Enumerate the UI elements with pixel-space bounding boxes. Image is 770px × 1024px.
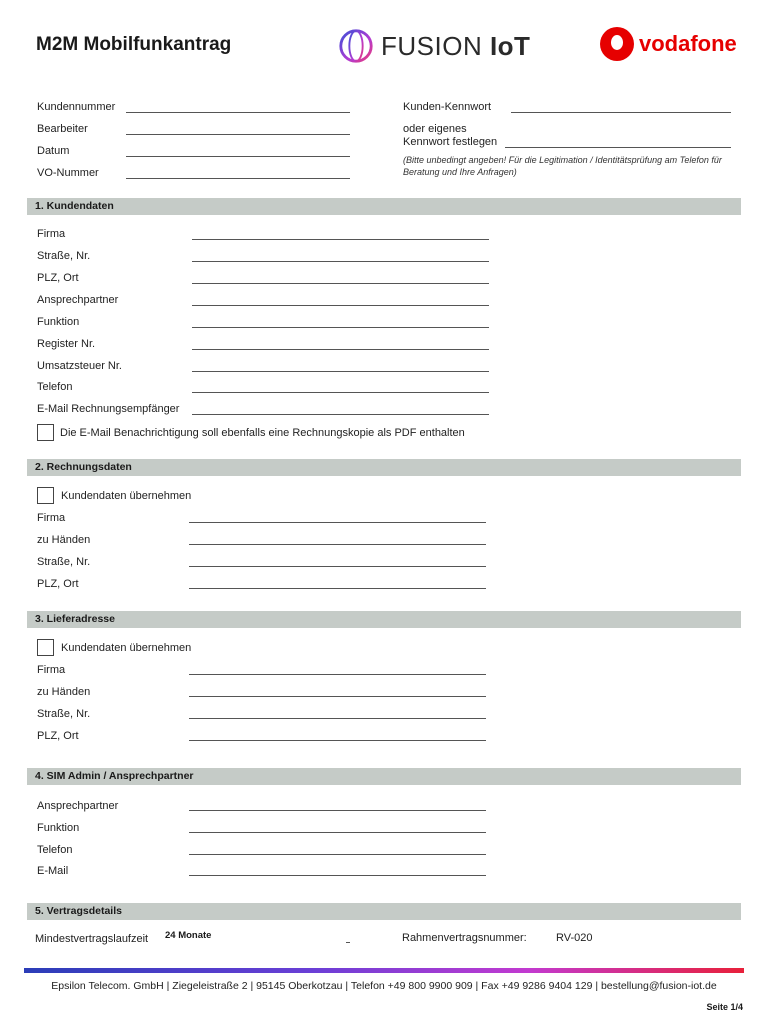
section-title: 3. Lieferadresse: [35, 613, 115, 625]
s3-haenden-field[interactable]: [189, 696, 486, 697]
s1-email-field[interactable]: [192, 414, 489, 415]
s1-register-label: Register Nr.: [37, 338, 96, 350]
rahmenvertrag-value[interactable]: RV-020: [556, 932, 593, 944]
vo-nummer-label: VO-Nummer: [37, 167, 99, 179]
s1-plz-field[interactable]: [192, 283, 489, 284]
datum-label: Datum: [37, 145, 70, 157]
s4-ansprechpartner-label: Ansprechpartner: [37, 800, 119, 812]
s4-email-label: E-Mail: [37, 865, 69, 877]
s1-ust-field[interactable]: [192, 371, 489, 372]
s3-firma-field[interactable]: [189, 674, 486, 675]
section-vertragsdetails-header: [27, 903, 741, 920]
section-lieferadresse-header: [27, 611, 741, 628]
s1-strasse-label: Straße, Nr.: [37, 250, 91, 262]
section-kundendaten-header: [27, 198, 741, 215]
fusion-iot-logo: [337, 26, 547, 66]
s1-strasse-field[interactable]: [192, 261, 489, 262]
bearbeiter-field[interactable]: [126, 134, 350, 135]
s4-telefon-label: Telefon: [37, 844, 73, 856]
s1-telefon-label: Telefon: [37, 381, 73, 393]
s4-email-field[interactable]: [189, 875, 486, 876]
pdf-copy-checkbox[interactable]: [37, 424, 54, 441]
s2-strasse-label: Straße, Nr.: [37, 556, 91, 568]
section-sim-admin-header: [27, 768, 741, 785]
section-title: 2. Rechnungsdaten: [35, 461, 132, 473]
s2-strasse-field[interactable]: [189, 566, 486, 567]
s1-register-field[interactable]: [192, 349, 489, 350]
s3-plz-label: PLZ, Ort: [37, 730, 79, 742]
pdf-copy-label: Die E-Mail Benachrichtigung soll ebenfalls eine Rechnungskopie als PDF enthalten: [60, 427, 465, 439]
s1-ust-label: Umsatzsteuer Nr.: [37, 360, 122, 372]
vodafone-logo: [600, 26, 737, 62]
mindestlaufzeit-mark: [346, 942, 350, 943]
page-number: Seite 1/4: [706, 1002, 743, 1012]
section-rechnungsdaten-header: [27, 459, 741, 476]
section-title: 1. Kundendaten: [35, 200, 114, 212]
bearbeiter-label: Bearbeiter: [37, 123, 88, 135]
iot-logo-text: IoT: [489, 30, 531, 61]
s2-plz-field[interactable]: [189, 588, 486, 589]
kennwort-note: (Bitte unbedingt angeben! Für die Legitimation / Identitätsprüfung am Telefon für Beratung und Ihre Anfragen): [403, 155, 722, 177]
s4-ansprechpartner-field[interactable]: [189, 810, 486, 811]
rahmenvertrag-label: Rahmenvertragsnummer:: [402, 932, 527, 944]
s3-haenden-label: zu Händen: [37, 686, 91, 698]
s1-funktion-field[interactable]: [192, 327, 489, 328]
s2-firma-field[interactable]: [189, 522, 486, 523]
s3-uebernehmen-label: Kundendaten übernehmen: [61, 642, 192, 654]
s2-haenden-field[interactable]: [189, 544, 486, 545]
s3-strasse-label: Straße, Nr.: [37, 708, 91, 720]
mindestlaufzeit-label: Mindestvertragslaufzeit: [35, 933, 149, 945]
s1-funktion-label: Funktion: [37, 316, 80, 328]
s1-email-label: E-Mail Rechnungsempfänger: [37, 403, 180, 415]
section-title: 5. Vertragsdetails: [35, 905, 122, 917]
s2-uebernehmen-checkbox[interactable]: [37, 487, 54, 504]
s3-uebernehmen-checkbox[interactable]: [37, 639, 54, 656]
s1-telefon-field[interactable]: [192, 392, 489, 393]
s4-funktion-field[interactable]: [189, 832, 486, 833]
footer-contact: Epsilon Telecom. GmbH | Ziegeleistraße 2 | 95145 Oberkotzau | Telefon +49 800 9900 909 | Fax +49 9286 9404 129 | bestellung@fusion-iot.de: [51, 980, 717, 992]
eigenes-kennwort-field[interactable]: [505, 147, 731, 148]
s2-firma-label: Firma: [37, 512, 66, 524]
oder-eigenes-label: oder eigenes: [403, 123, 467, 135]
s2-haenden-label: zu Händen: [37, 534, 91, 546]
s4-telefon-field[interactable]: [189, 854, 486, 855]
vodafone-speechmark-icon: [600, 27, 634, 61]
s1-ansprechpartner-label: Ansprechpartner: [37, 294, 119, 306]
kennwort-field[interactable]: [511, 112, 731, 113]
fusion-logo-text: FUSION: [381, 30, 490, 61]
globe-icon: [337, 27, 375, 65]
s4-funktion-label: Funktion: [37, 822, 80, 834]
s3-firma-label: Firma: [37, 664, 66, 676]
s2-plz-label: PLZ, Ort: [37, 578, 79, 590]
footer-gradient-bar: [24, 968, 744, 973]
datum-field[interactable]: [126, 156, 350, 157]
s3-strasse-field[interactable]: [189, 718, 486, 719]
section-title: 4. SIM Admin / Ansprechpartner: [35, 770, 194, 782]
s1-plz-label: PLZ, Ort: [37, 272, 79, 284]
s3-plz-field[interactable]: [189, 740, 486, 741]
kennwort-festlegen-label: Kennwort festlegen: [403, 136, 498, 148]
mindestlaufzeit-value[interactable]: 24 Monate: [165, 930, 212, 941]
vo-nummer-field[interactable]: [126, 178, 350, 179]
s1-firma-label: Firma: [37, 228, 66, 240]
s2-uebernehmen-label: Kundendaten übernehmen: [61, 490, 192, 502]
kundennummer-label: Kundennummer: [37, 101, 116, 113]
kennwort-label: Kunden-Kennwort: [403, 101, 492, 113]
page-title: M2M Mobilfunkantrag: [36, 34, 232, 55]
s1-firma-field[interactable]: [192, 239, 489, 240]
s1-ansprechpartner-field[interactable]: [192, 305, 489, 306]
vodafone-logo-text: vodafone: [639, 31, 737, 56]
kundennummer-field[interactable]: [126, 112, 350, 113]
